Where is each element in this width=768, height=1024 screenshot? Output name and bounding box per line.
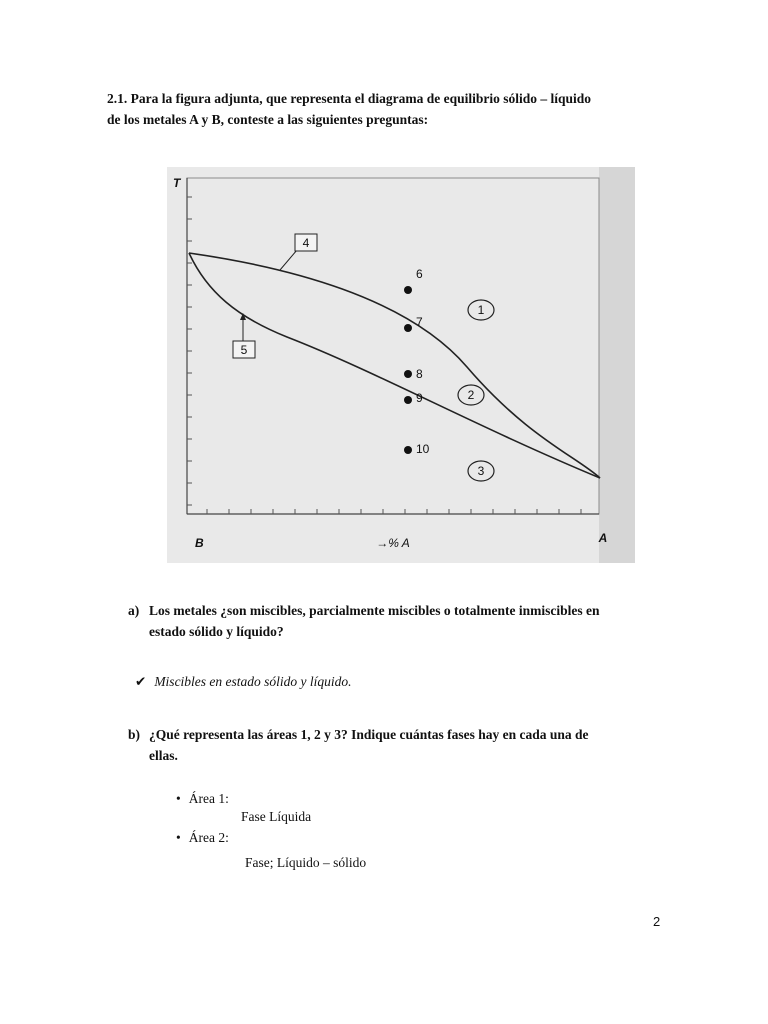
heading-line-1: 2.1. Para la figura adjunta, que representa el diagrama de equilibrio sólido – líquido	[107, 91, 592, 106]
answer-a	[135, 674, 352, 690]
point-8	[404, 370, 412, 378]
point-label-9: 9	[416, 391, 423, 405]
bullet-icon: •	[176, 791, 181, 806]
question-heading	[107, 88, 667, 130]
question-b-line-1: ¿Qué representa las áreas 1, 2 y 3? Indique cuántas fases hay en cada una de	[149, 727, 589, 742]
bullet-icon: •	[176, 830, 181, 845]
question-a-line-1: Los metales ¿son miscibles, parcialmente miscibles o totalmente inmiscibles en	[149, 603, 600, 618]
x-axis-middle-label: →% A	[376, 536, 410, 550]
area-2-detail: Fase; Líquido – sólido	[245, 855, 367, 870]
figure-shadow-edge	[599, 167, 635, 563]
x-axis-right-label: A	[598, 531, 608, 545]
answer-a-text: Miscibles en estado sólido y líquido.	[154, 674, 352, 689]
area-1-detail: Fase Líquida	[241, 809, 312, 824]
question-a	[128, 600, 668, 642]
question-b-line-2: ellas.	[149, 748, 178, 763]
point-label-6: 6	[416, 267, 423, 281]
area-2-title: Área 2:	[188, 830, 229, 845]
point-label-7: 7	[416, 315, 423, 329]
phase-diagram-svg	[167, 167, 635, 563]
check-icon: ✔	[135, 674, 147, 689]
point-9	[404, 396, 412, 404]
point-10	[404, 446, 412, 454]
heading-line-2: de los metales A y B, conteste a las siguientes preguntas:	[107, 112, 429, 127]
curve-label-4: 4	[302, 236, 310, 250]
question-a-line-2: estado sólido y líquido?	[149, 624, 284, 639]
list-item-area-1	[176, 791, 229, 807]
page-number: 2	[653, 914, 661, 929]
curve-label-5: 5	[240, 343, 248, 357]
x-axis-left-label: B	[195, 536, 204, 550]
area-1-title: Área 1:	[188, 791, 229, 806]
question-a-label: a)	[128, 603, 140, 618]
y-axis-label: T	[173, 176, 181, 190]
area-label-3: 3	[477, 464, 485, 478]
point-label-10: 10	[416, 442, 430, 456]
question-b-label: b)	[128, 727, 141, 742]
area-label-2: 2	[467, 388, 475, 402]
point-7	[404, 324, 412, 332]
figure-background	[167, 167, 635, 563]
point-6	[404, 286, 412, 294]
area-label-1: 1	[477, 303, 485, 317]
list-item-area-2	[176, 830, 229, 846]
phase-diagram-figure	[167, 167, 635, 563]
question-b	[128, 724, 668, 766]
point-label-8: 8	[416, 367, 423, 381]
